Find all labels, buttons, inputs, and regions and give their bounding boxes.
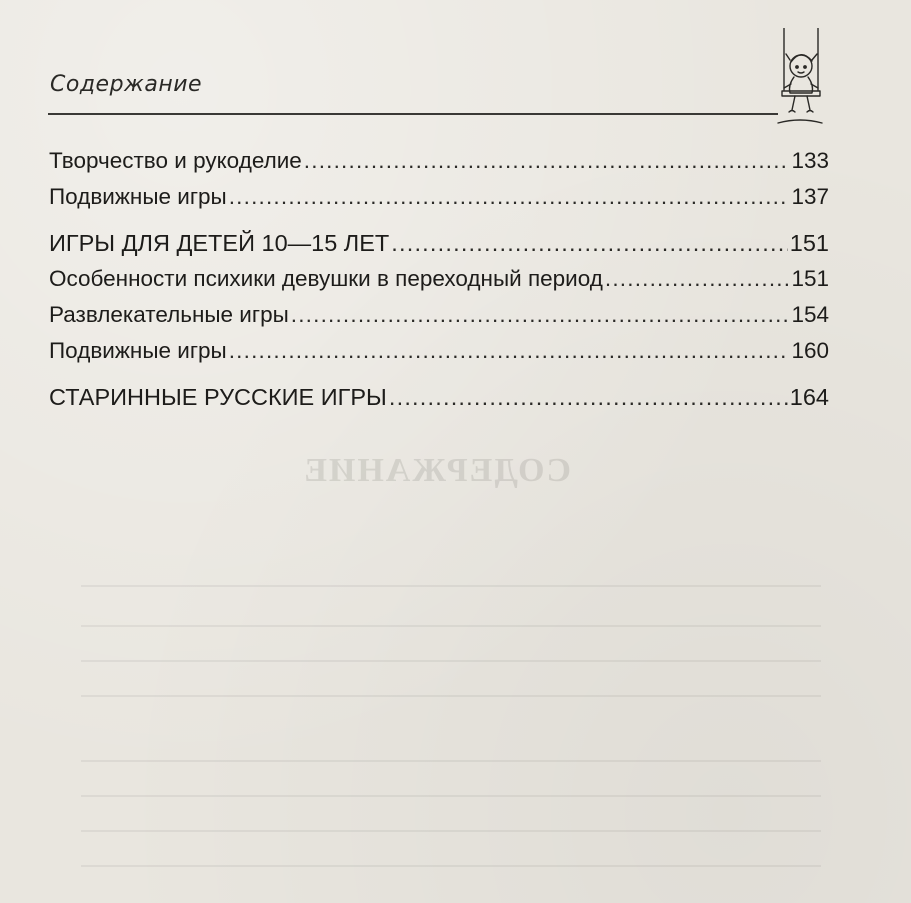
toc-entry-title: Развлекательные игры	[49, 302, 289, 327]
toc-dot-leader	[229, 333, 790, 369]
toc-dot-leader	[605, 261, 790, 297]
show-through-line	[81, 660, 821, 662]
toc-page-number: 160	[791, 338, 829, 363]
table-of-contents	[49, 143, 829, 415]
toc-page-number: 137	[791, 184, 829, 209]
toc-entry-title: Особенности психики девушки в переходный период	[49, 266, 603, 291]
toc-dot-leader	[229, 179, 790, 215]
toc-chapter-entry	[49, 225, 829, 261]
show-through-line	[81, 695, 821, 697]
toc-entry	[49, 261, 829, 297]
toc-page-number: 154	[791, 302, 829, 327]
toc-entry-title: СТАРИННЫЕ РУССКИЕ ИГРЫ	[49, 384, 387, 410]
toc-entry-title: Творчество и рукоделие	[49, 148, 302, 173]
toc-entry	[49, 297, 829, 333]
toc-chapter-entry	[49, 379, 829, 415]
toc-dot-leader	[391, 225, 788, 261]
running-header: Содержание	[50, 72, 203, 97]
toc-dot-leader	[291, 297, 790, 333]
toc-dot-leader	[389, 379, 788, 415]
toc-page-number: 133	[791, 148, 829, 173]
toc-entry-title: ИГРЫ ДЛЯ ДЕТЕЙ 10—15 ЛЕТ	[49, 230, 390, 256]
toc-entry	[49, 333, 829, 369]
toc-entry	[49, 143, 829, 179]
show-through-heading: СОДЕРЖАНИЕ	[302, 452, 571, 489]
toc-page-number: 164	[789, 384, 829, 410]
show-through-line	[81, 760, 821, 762]
toc-entry	[49, 179, 829, 215]
girl-on-swing-illustration-icon	[770, 28, 830, 128]
toc-page-number: 151	[791, 266, 829, 291]
show-through-line	[81, 795, 821, 797]
toc-entry-title: Подвижные игры	[49, 338, 227, 363]
toc-entry-title: Подвижные игры	[49, 184, 227, 209]
show-through-line	[81, 830, 821, 832]
show-through-line	[81, 585, 821, 587]
header-rule	[48, 113, 778, 115]
show-through-line	[81, 865, 821, 867]
toc-page-number: 151	[789, 230, 829, 256]
show-through-line	[81, 625, 821, 627]
toc-dot-leader	[304, 143, 790, 179]
